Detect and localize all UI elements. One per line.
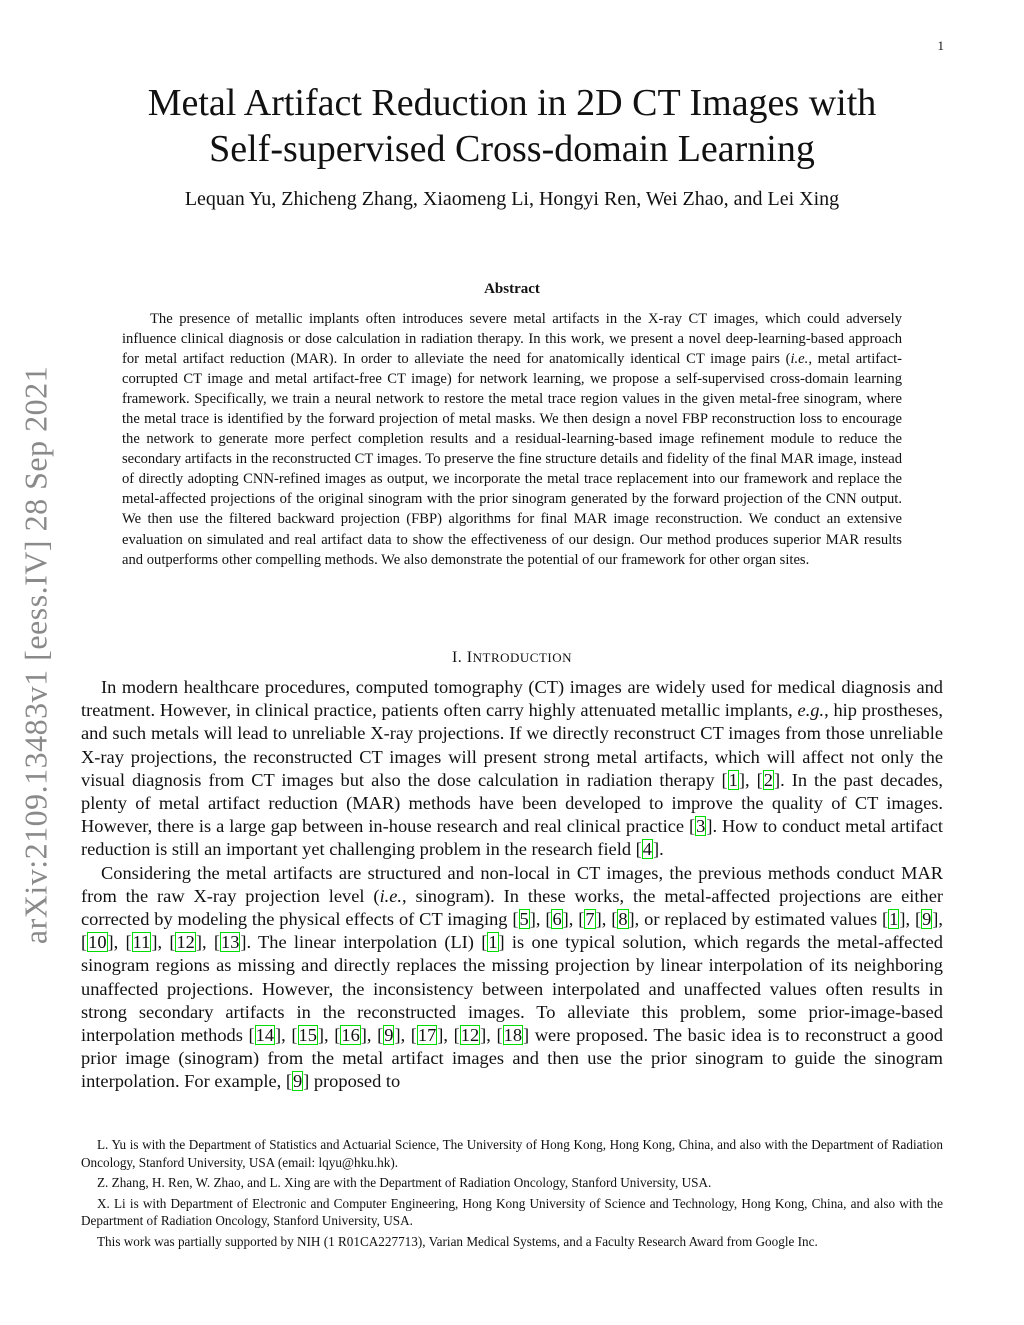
citation-link[interactable]: 15 (298, 1025, 317, 1046)
citation-link[interactable]: 9 (384, 1025, 394, 1046)
citation-link[interactable]: 2 (763, 769, 773, 790)
eg-italic: e.g. (797, 700, 825, 721)
citation-link[interactable]: 9 (922, 909, 932, 930)
citation-link[interactable]: 4 (642, 839, 652, 860)
citation-link[interactable]: 18 (503, 1025, 523, 1046)
citation-link[interactable]: 9 (292, 1071, 303, 1092)
citation-link[interactable]: 12 (460, 1025, 480, 1046)
author-list: Lequan Yu, Zhicheng Zhang, Xiaomeng Li, Hongyi Ren, Wei Zhao, and Lei Xing (184, 188, 840, 210)
page-number: 1 (937, 38, 944, 53)
citation-link[interactable]: 11 (132, 932, 151, 953)
intro-paragraph-1: In modern healthcare procedures, computed tomography (CT) images are widely used for medical diagnosis and treatment. However, in clinical practice, patients often carry highly attenuated metallic implants, e.g., hip prostheses, and such metals will lead to unreliable X-ray projections. If we directly reconstruct CT images from those unreliable X-ray projections, the reconstructed CT images will present strong metal artifacts, which will affect not only the visual diagnosis from CT images but also the dose calculation in radiation therapy [1], [2]. In the past decades, plenty of metal artifact reduction (MAR) methods have been developed to improve the quality of CT images. However, there is a large gap between in-house research and real clinical practice [3]. How to conduct metal artifact reduction is still an important yet challenging problem in the research field [4]. (81, 677, 943, 860)
title-line-1: Metal Artifact Reduction in 2D CT Images with (147, 82, 877, 124)
citation-link[interactable]: 13 (221, 932, 240, 953)
abstract-text: The presence of metallic implants often introduces severe metal artifacts in the X-ray CT images, which could adversely influence clinical diagnosis or dose calculation in radiation therapy. In this work, we present a novel deep-learning-based approach for metal artifact reduction (MAR). In order to alleviate the need for anatomically identical CT image pairs (i.e., metal artifact-corrupted CT image and metal artifact-free CT image) for network learning, we propose a self-supervised cross-domain learning framework. Specifically, we train a neural network to restore the metal trace region values in the given metal-free sinogram, where the metal trace is identified by the forward projection of metal masks. We then design a novel FBP reconstruction loss to encourage the network to generate more perfect completion results and a residual-learning-based image refinement module to reduce the secondary artifacts in the reconstructed CT images. To preserve the fine structure details and fidelity of the final MAR image, instead of directly adopting CNN-refined images as output, we incorporate the metal trace replacement into our framework and replace the metal-affected projections of the original sinogram with the prior sinogram generated by the forward projection of the CNN output. We then use the filtered backward projection (FBP) algorithms for final MAR image reconstruction. We conduct an extensive evaluation on simulated and real artifact data to show the effectiveness of our design. Our method produces superior MAR results and outperforms other compelling methods. We also demonstrate the potential of our framework for other organ sites. (122, 311, 902, 568)
citation-link[interactable]: 1 (728, 769, 738, 790)
intro-paragraph-2: Considering the metal artifacts are structured and non-local in CT images, the previous methods conduct MAR from the raw X-ray projection level (i.e., sinogram). In these works, the metal-affected projections are either corrected by modeling the physical effects of CT imaging [5], [6], [7], [8], or replaced by estimated values [1], [9], [10], [11], [12], [13]. The linear interpolation (LI) [1] is one typical solution, which regards the metal-affected sinogram regions as missing and directly replaces the missing projection by linear interpolation of its neighboring unaffected projections. However, the inconsistency between interpolated and unaffected values often results in strong secondary artifacts in the reconstructed images. To alleviate this problem, some prior-image-based interpolation methods [14], [15], [16], [9], [17], [12], [18] were proposed. The basic idea is to reconstruct a good prior image (sinogram) from the metal artifact images and then use the prior sinogram to guide the sinogram interpolation. For example, [9] proposed to (81, 862, 943, 1092)
citation-link[interactable]: 5 (519, 909, 529, 930)
citation-link[interactable]: 1 (889, 909, 899, 930)
citation-link[interactable]: 14 (255, 1025, 275, 1046)
footnote: This work was partially supported by NIH (1 R01CA227713), Varian Medical Systems, and a Faculty Research Award from Google Inc. (97, 1233, 818, 1249)
citation-link[interactable]: 17 (417, 1025, 437, 1046)
arxiv-identifier (6, 350, 66, 960)
arxiv-identifier-text: arXiv:2109.13483v1 [eess.IV] 28 Sep 2021 (17, 365, 54, 945)
citation-link[interactable]: 8 (618, 909, 628, 930)
citation-link[interactable]: 6 (552, 909, 562, 930)
paper-title (90, 80, 934, 172)
ie-italic: i.e. (379, 885, 403, 906)
introduction-body (81, 676, 943, 1094)
citation-link[interactable]: 1 (488, 932, 498, 953)
citation-link[interactable]: 10 (88, 932, 107, 953)
ie-italic: i.e. (790, 351, 809, 368)
footnote: L. Yu is with the Department of Statistics and Actuarial Science, The University of Hong Kong, Hong Kong, China, and also with the Department of Radiation Oncology, Stanford University, USA (email: lqyu@hku.hk). (81, 1137, 943, 1170)
citation-link[interactable]: 7 (585, 909, 595, 930)
title-line-2: Self-supervised Cross-domain Learning (209, 128, 815, 170)
abstract-heading: Abstract (484, 281, 540, 297)
footnotes (81, 1136, 943, 1253)
section-heading-introduction: I. INTRODUCTION (451, 649, 573, 666)
citation-link[interactable]: 16 (341, 1025, 360, 1046)
citation-link[interactable]: 3 (696, 816, 706, 837)
citation-link[interactable]: 12 (176, 932, 195, 953)
footnote: Z. Zhang, H. Ren, W. Zhao, and L. Xing are with the Department of Radiation Oncology, Stanford University, USA. (97, 1175, 712, 1190)
footnote: X. Li is with Department of Electronic and Computer Engineering, Hong Kong University of Science and Technology, Hong Kong, China, and also with the Department of Radiation Oncology, Stanford University, USA. (81, 1195, 943, 1228)
